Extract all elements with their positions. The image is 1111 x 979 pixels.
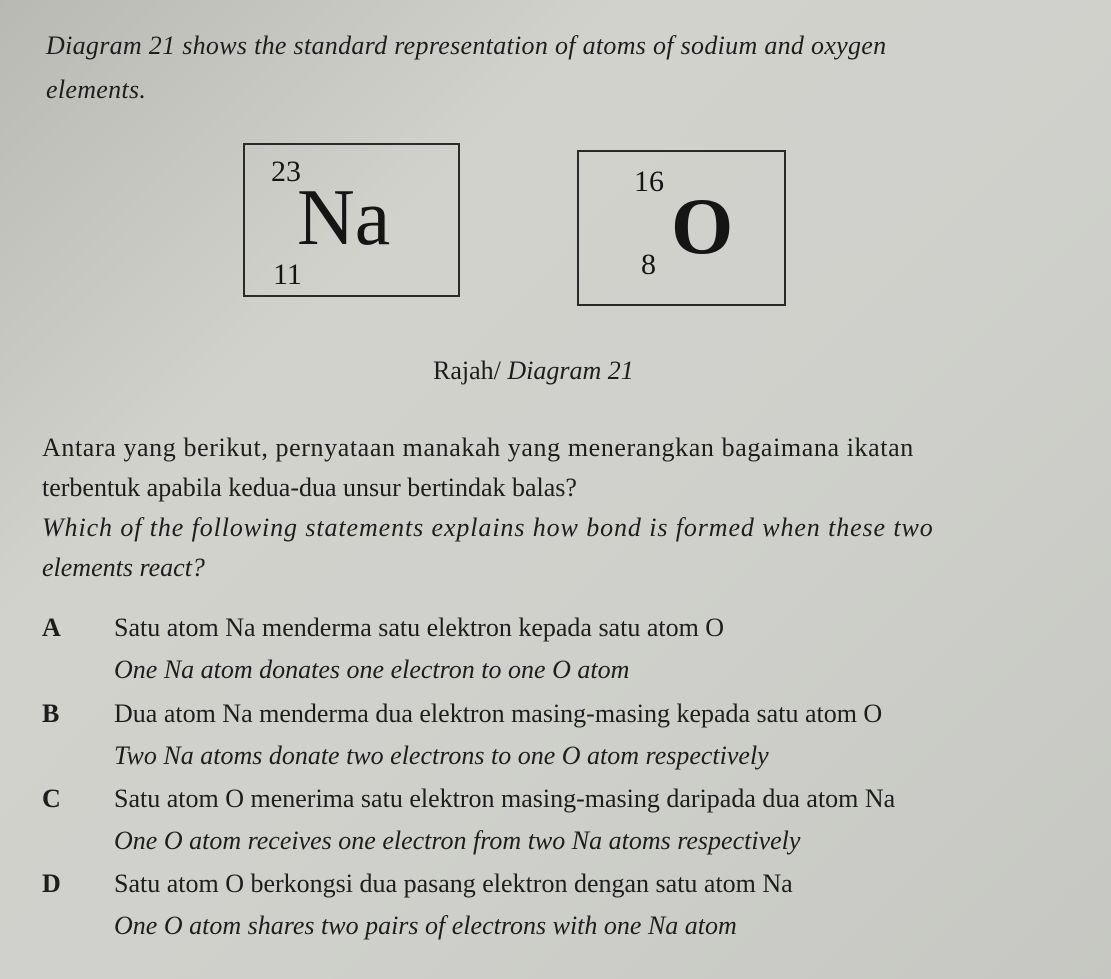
option-d-english[interactable]: One O atom shares two pairs of electrons with one Na atom — [114, 911, 737, 940]
sodium-mass-number: 23 — [271, 155, 301, 188]
question-english — [42, 508, 1082, 588]
option-d-malay[interactable]: Satu atom O berkongsi dua pasang elektron dengan satu atom Na — [114, 869, 793, 898]
option-a-english[interactable]: One Na atom donates one electron to one O atom — [114, 655, 630, 684]
question-english-line-1: Which of the following statements explains how bond is formed when these two — [42, 513, 934, 542]
question-malay-line-1: Antara yang berikut, pernyataan manakah yang menerangkan bagaimana ikatan — [42, 433, 914, 462]
option-c-english[interactable]: One O atom receives one electron from two Na atoms respectively — [114, 826, 801, 855]
question-english-line-2: elements react? — [42, 553, 205, 582]
oxygen-mass-number: 16 — [634, 165, 664, 198]
intro-line-1: Diagram 21 shows the standard representation of atoms of sodium and oxygen — [46, 31, 887, 60]
option-b-english[interactable]: Two Na atoms donate two electrons to one O atom respectively — [114, 741, 769, 770]
caption-english: Diagram 21 — [507, 356, 634, 385]
diagram-caption — [433, 356, 634, 386]
option-c-malay[interactable]: Satu atom O menerima satu elektron masing-masing daripada dua atom Na — [114, 784, 896, 813]
option-d-letter[interactable]: D — [42, 869, 61, 898]
option-a-letter[interactable]: A — [42, 613, 61, 642]
option-a-malay[interactable]: Satu atom Na menderma satu elektron kepada satu atom O — [114, 613, 725, 642]
intro-line-2: elements. — [46, 75, 147, 104]
question-malay-line-2: terbentuk apabila kedua-dua unsur bertindak balas? — [42, 473, 577, 502]
sodium-symbol: Na — [297, 174, 391, 262]
option-b-malay[interactable]: Dua atom Na menderma dua elektron masing-masing kepada satu atom O — [114, 699, 883, 728]
option-b-letter[interactable]: B — [42, 699, 60, 728]
sodium-symbol-box — [243, 143, 460, 297]
sodium-atomic-number: 11 — [273, 258, 302, 291]
oxygen-atomic-number: 8 — [641, 248, 656, 281]
oxygen-symbol-box — [577, 150, 786, 306]
caption-malay: Rajah/ — [433, 356, 501, 385]
intro-text — [46, 24, 1076, 112]
option-c-letter[interactable]: C — [42, 784, 61, 813]
oxygen-symbol: O — [671, 183, 734, 271]
question-malay — [42, 428, 1082, 508]
